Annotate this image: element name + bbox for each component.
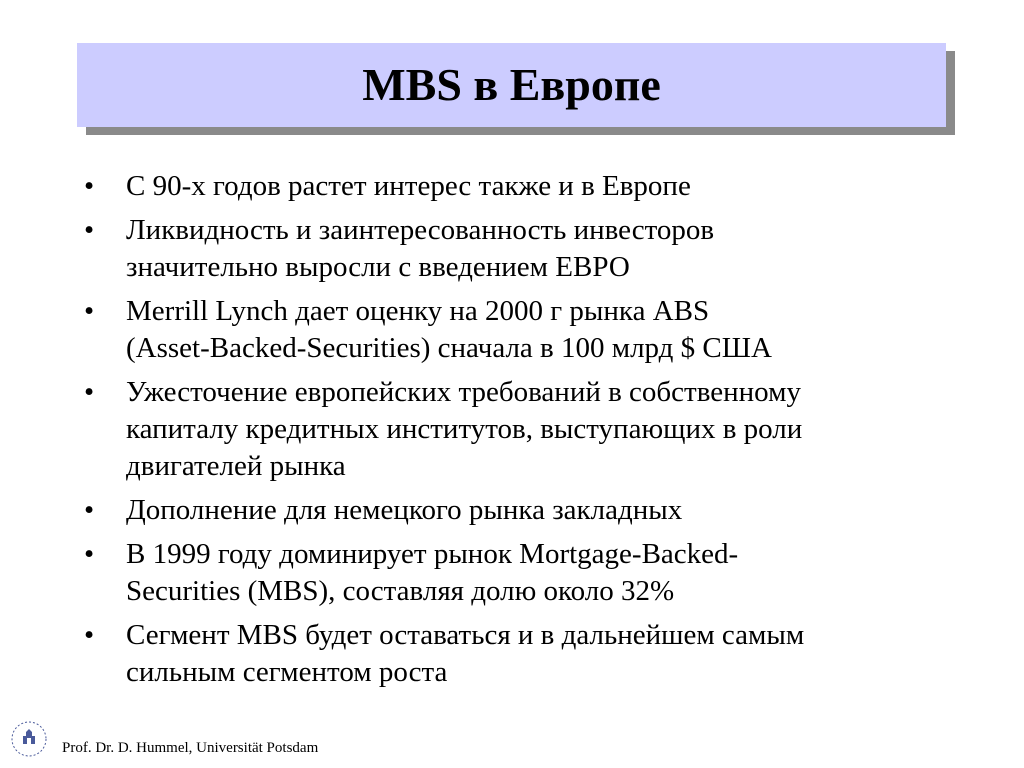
bullet-line: сильным сегментом роста	[126, 656, 448, 688]
bullet-marker: •	[84, 619, 95, 651]
title-banner	[77, 43, 946, 127]
bullet-marker: •	[84, 494, 95, 526]
bullet-list	[84, 168, 954, 698]
university-seal-icon-graphic	[10, 718, 48, 760]
bullet-line: Merrill Lynch дает оценку на 2000 г рынка ABS	[126, 295, 710, 327]
bullet-marker: •	[84, 295, 95, 327]
bullet-item	[84, 293, 954, 367]
bullet-line: С 90-х годов растет интерес также и в Европе	[126, 170, 691, 202]
bullet-item	[84, 168, 954, 205]
bullet-text	[126, 212, 954, 286]
university-seal-icon	[10, 718, 48, 760]
bullet-marker: •	[84, 538, 95, 570]
bullet-line: Сегмент MBS будет оставаться и в дальнейшем самым	[126, 619, 805, 651]
bullet-line: (Asset-Backed-Securities) сначала в 100 млрд $ США	[126, 332, 772, 364]
bullet-line: двигателей рынка	[126, 450, 346, 482]
bullet-text	[126, 293, 954, 367]
bullet-line: капиталу кредитных институтов, выступающих в роли	[126, 413, 803, 445]
bullet-text	[126, 168, 954, 205]
bullet-marker: •	[84, 376, 95, 408]
bullet-item	[84, 617, 954, 691]
bullet-line: Дополнение для немецкого рынка закладных	[126, 494, 683, 526]
bullet-text	[126, 492, 954, 529]
bullet-item	[84, 536, 954, 610]
bullet-line: Ликвидность и заинтересованность инвесторов	[126, 214, 715, 246]
slide-title: MBS в Европе	[362, 59, 661, 110]
bullet-line: значительно выросли с введением ЕВРО	[126, 251, 630, 283]
bullet-item	[84, 492, 954, 529]
bullet-line: Securities (MBS), составляя долю около 32%	[126, 575, 675, 607]
footer-credit: Prof. Dr. D. Hummel, Universität Potsdam	[62, 740, 319, 756]
bullet-marker: •	[84, 214, 95, 246]
bullet-item	[84, 212, 954, 286]
bullet-line: Ужесточение европейских требований в собственному	[126, 376, 801, 408]
bullet-marker: •	[84, 170, 95, 202]
bullet-line: В 1999 году доминирует рынок Mortgage-Backed-	[126, 538, 739, 570]
bullet-text	[126, 374, 954, 485]
bullet-item	[84, 374, 954, 485]
bullet-text	[126, 617, 954, 691]
bullet-text	[126, 536, 954, 610]
